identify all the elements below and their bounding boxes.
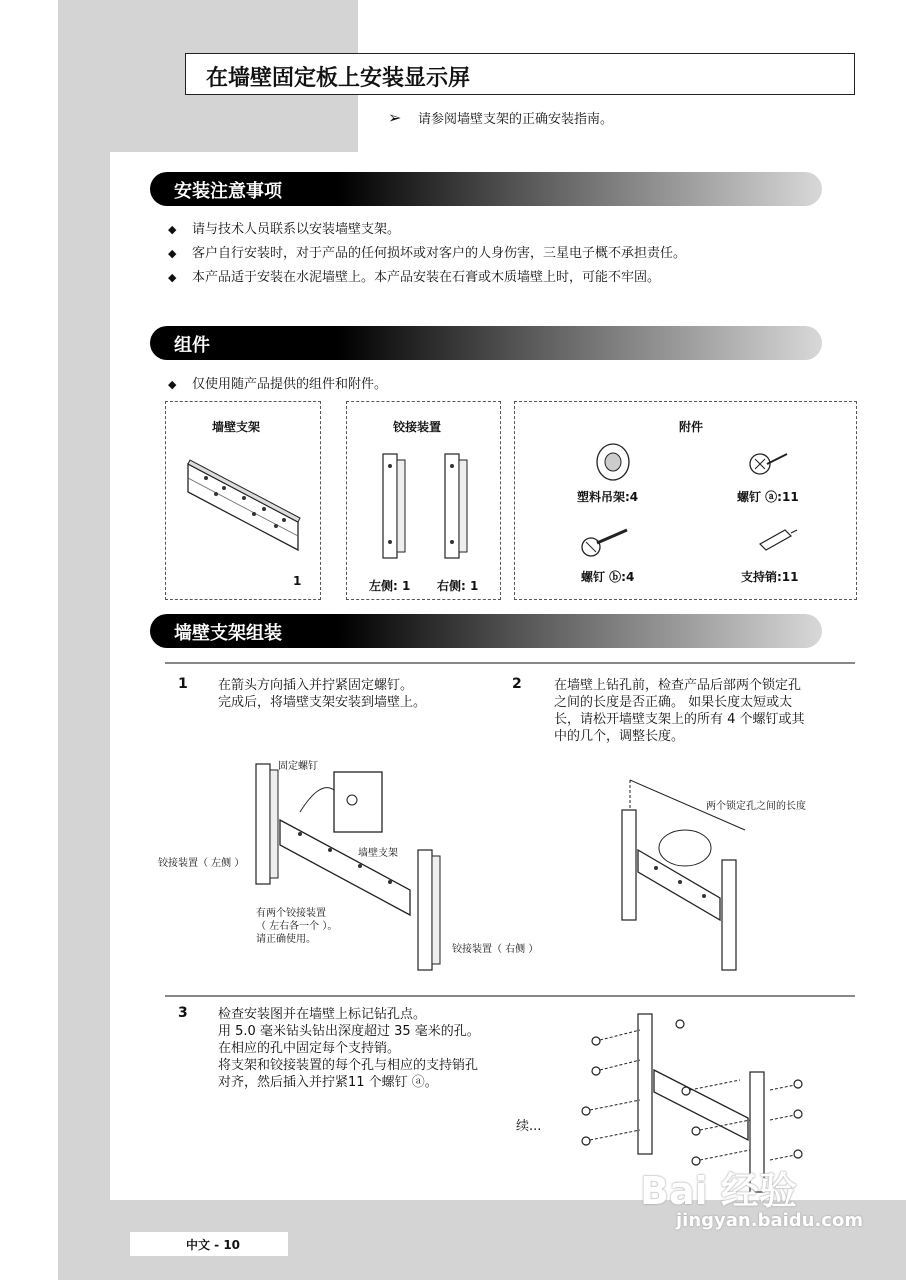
wall-bracket-illustration (166, 402, 322, 601)
step-text: 在箭头方向插入并拧紧固定螺钉。 完成后，将墙壁支架安装到墙壁上。 (218, 678, 427, 710)
hinge-left-qty: 左侧: 1 (369, 579, 411, 593)
diamond-bullet-icon: ◆ (168, 223, 177, 236)
section-heading-precautions (150, 172, 822, 206)
page-title: 在墙壁固定板上安装显示屏 (206, 66, 471, 91)
step-text: 在墙壁上钻孔前，检查产品后部两个锁定孔 之间的长度是否正确。 如果长度太短或太 长，请松开墙壁支架上的所有 4 个螺钉或其 中的几个，调整长度。 (554, 678, 805, 744)
step-number: 1 (178, 676, 188, 692)
component-box-wall-bracket (165, 401, 321, 600)
divider (165, 995, 855, 997)
list-item: ◆ 本产品适于安装在水泥墙壁上。本产品安装在石膏或木质墙壁上时，可能不牢固。 (168, 270, 661, 285)
arrow-right-icon: ➢ (388, 108, 402, 127)
component-title: 附件 (679, 420, 704, 434)
fig-label-hinge-right: 铰接装置（ 右侧 ） (452, 944, 539, 955)
watermark-brand: Bai 经验 (640, 1169, 797, 1213)
diamond-bullet-icon: ◆ (168, 271, 177, 284)
plastic-hanger-label: 塑料吊架:4 (577, 490, 639, 504)
list-item: ◆ 客户自行安装时，对于产品的任何损坏或对客户的人身伤害，三星电子概不承担责任。 (168, 246, 687, 261)
component-title: 铰接装置 (393, 420, 442, 434)
screw-a-label: 螺钉 ⓐ:11 (737, 490, 799, 504)
page-number-box (130, 1232, 288, 1256)
section-heading-text: 墙壁支架组装 (174, 623, 282, 644)
continued-text: 续... (516, 1119, 542, 1134)
anchor-label: 支持销:11 (741, 570, 799, 584)
section-heading-assembly (150, 614, 822, 648)
fig-label-lock-hole-length: 两个锁定孔之间的长度 (706, 801, 806, 812)
section-heading-components (150, 326, 822, 360)
component-qty: 1 (293, 574, 302, 588)
gray-margin-side (58, 152, 110, 1280)
fig-label-hinge-note: 有两个铰接装置 （ 左右各一个 ）。 请正确使用。 (256, 908, 338, 945)
step-number: 3 (178, 1005, 188, 1021)
list-item: ◆ 仅使用随产品提供的组件和附件。 (168, 377, 388, 392)
component-box-accessories (514, 401, 857, 600)
section-heading-text: 组件 (174, 335, 210, 356)
section-heading-text: 安装注意事项 (174, 181, 282, 202)
fig-label-fixing-screw: 固定螺钉 (278, 761, 318, 772)
step-text: 检查安装图并在墙壁上标记钻孔点。 用 5.0 毫米钻头钻出深度超过 35 毫米的孔。 在相应的孔中固定每个支持销。 将支架和铰接装置的每个孔与相应的支持销孔 对齐，然后插入并拧紧11 个螺钉 ⓐ。 (218, 1007, 480, 1090)
screw-b-label: 螺钉 ⓑ:4 (581, 570, 635, 584)
note-text: 请参阅墙壁支架的正确安装指南。 (418, 112, 614, 127)
component-title: 墙壁支架 (212, 420, 261, 434)
diamond-bullet-icon: ◆ (168, 378, 177, 391)
list-item: ◆ 请与技术人员联系以安装墙壁支架。 (168, 222, 401, 237)
watermark-url: jingyan.baidu.com (676, 1210, 864, 1231)
component-box-hinge (346, 401, 501, 600)
fig-label-hinge-left: 铰接装置（ 左侧 ） (158, 858, 245, 869)
diamond-bullet-icon: ◆ (168, 247, 177, 260)
install-guide-note (388, 108, 613, 127)
divider (165, 662, 855, 664)
step-number: 2 (512, 676, 522, 692)
hinge-right-qty: 右侧: 1 (437, 579, 479, 593)
page-title-box (185, 53, 855, 95)
fig-label-wall-bracket: 墙壁支架 (358, 848, 398, 859)
page-number: 中文 - 10 (186, 1238, 241, 1252)
accessories-illustration (515, 402, 858, 601)
hinge-illustration (347, 402, 502, 601)
